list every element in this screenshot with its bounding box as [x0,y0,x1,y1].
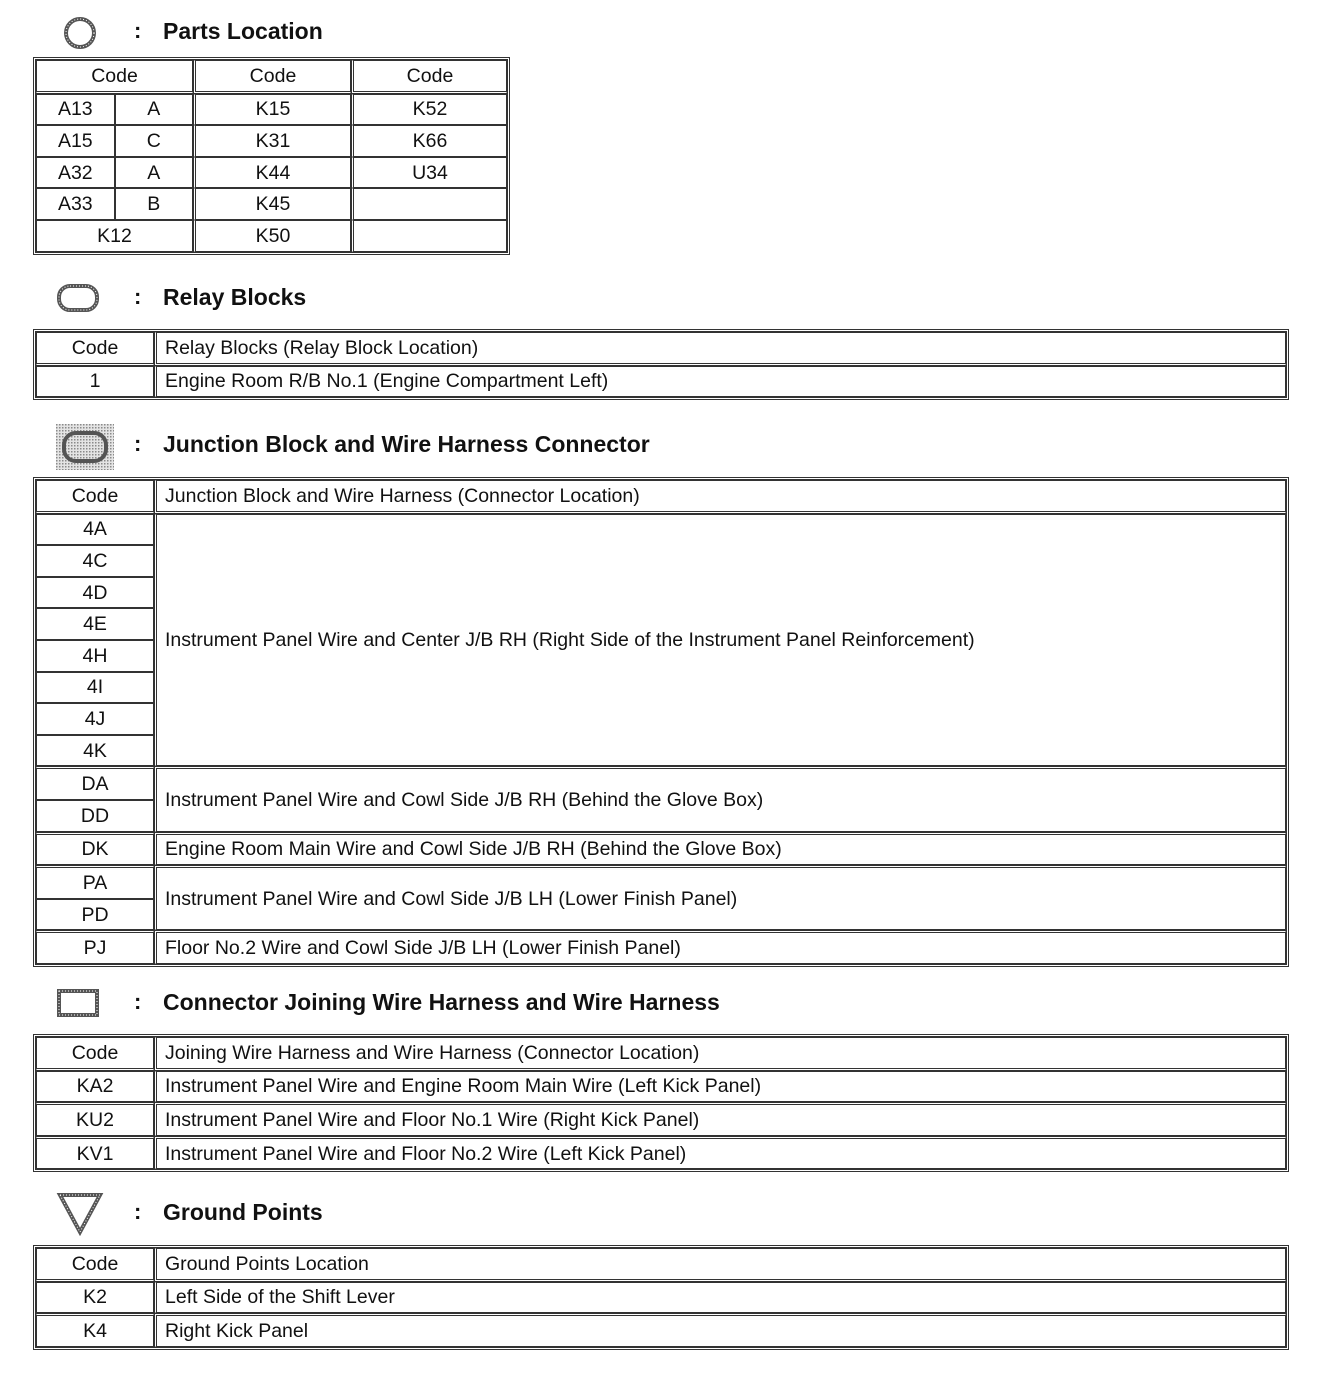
code-cell: 4H [36,640,154,672]
code-cell: B [115,188,193,220]
code-cell: K66 [351,125,507,157]
code-cell: K2 [36,1282,154,1314]
column-header-location: Ground Points Location [154,1248,1286,1282]
code-cell: DA [36,766,154,800]
code-cell: K50 [193,220,351,252]
code-cell: 4J [36,703,154,735]
code-cell: K52 [351,94,507,126]
location-cell: Instrument Panel Wire and Cowl Side J/B RH (Behind the Glove Box) [154,766,1286,831]
column-header: Code [351,60,507,94]
colon: : [134,431,142,456]
ground-points-header [0,1192,1328,1232]
table-row [36,94,507,126]
code-cell: DK [36,832,154,866]
table-row [36,188,507,220]
code-cell: KA2 [36,1071,154,1103]
code-cell: K15 [193,94,351,126]
connector-joining-table [33,1034,1289,1172]
ground-points-table [33,1245,1289,1350]
table-header-row [36,1248,1286,1282]
colon: : [134,284,142,309]
column-header: Code [36,60,193,94]
table-header-row [36,480,1286,514]
table-row [36,125,507,157]
parts-location-table [33,57,510,255]
rectangle-icon [56,988,100,1018]
table-row [36,366,1286,398]
code-cell: PD [36,899,154,931]
colon: : [134,18,142,43]
code-cell: PJ [36,930,154,964]
location-cell: Instrument Panel Wire and Floor No.1 Wire (Right Kick Panel) [154,1102,1286,1136]
code-cell: K31 [193,125,351,157]
location-cell: Engine Room Main Wire and Cowl Side J/B RH (Behind the Glove Box) [154,832,1286,866]
code-cell: DD [36,800,154,832]
table-row [36,1282,1286,1314]
code-cell: A33 [36,188,115,220]
junction-block-table [33,477,1289,967]
location-cell: Floor No.2 Wire and Cowl Side J/B LH (Lower Finish Panel) [154,930,1286,964]
code-cell: K12 [36,220,193,252]
code-cell: 4A [36,514,154,546]
location-cell: Instrument Panel Wire and Engine Room Main Wire (Left Kick Panel) [154,1071,1286,1103]
table-row [36,157,507,189]
table-row [36,930,1286,964]
column-header-code: Code [36,480,154,514]
code-cell: C [115,125,193,157]
code-cell: PA [36,865,154,899]
column-header-code: Code [36,1248,154,1282]
table-row [36,1313,1286,1347]
column-header: Code [193,60,351,94]
section-title: Connector Joining Wire Harness and Wire Harness [163,989,720,1015]
code-cell: A [115,157,193,189]
column-header-code: Code [36,1037,154,1071]
code-cell: KU2 [36,1102,154,1136]
location-cell: Instrument Panel Wire and Center J/B RH (Right Side of the Instrument Panel Reinforcement) [154,514,1286,767]
table-row [36,514,1286,546]
location-cell: Right Kick Panel [154,1313,1286,1347]
parts-location-header [0,11,1328,51]
junction-block-header [0,424,1328,464]
code-cell: K4 [36,1313,154,1347]
code-cell: KV1 [36,1136,154,1170]
location-cell: Engine Room R/B No.1 (Engine Compartment Left) [154,366,1286,398]
code-cell: U34 [351,157,507,189]
code-cell: A [115,94,193,126]
relay-blocks-table [33,329,1289,400]
code-cell: 4E [36,608,154,640]
column-header-location: Relay Blocks (Relay Block Location) [154,332,1286,366]
code-cell: 4D [36,577,154,609]
code-cell: A32 [36,157,115,189]
relay-blocks-header [0,277,1328,317]
column-header-code: Code [36,332,154,366]
location-cell: Instrument Panel Wire and Cowl Side J/B LH (Lower Finish Panel) [154,865,1286,930]
table-row [36,220,507,252]
code-cell: 4I [36,672,154,704]
code-cell: A13 [36,94,115,126]
code-cell: K44 [193,157,351,189]
code-cell: 4K [36,735,154,767]
colon: : [134,989,142,1014]
shaded-rounded-rect-icon [56,424,114,470]
column-header-location: Junction Block and Wire Harness (Connector Location) [154,480,1286,514]
section-title: Ground Points [163,1199,323,1225]
table-row [36,1071,1286,1103]
code-cell [351,220,507,252]
colon: : [134,1199,142,1224]
code-cell: 4C [36,545,154,577]
table-row [36,832,1286,866]
table-header-row [36,332,1286,366]
code-cell: 1 [36,366,154,398]
table-row [36,1102,1286,1136]
section-title: Relay Blocks [163,284,307,310]
table-header-row [36,60,507,94]
table-header-row [36,1037,1286,1071]
section-title: Parts Location [163,18,323,44]
table-row [36,865,1286,899]
location-cell: Instrument Panel Wire and Floor No.2 Wire (Left Kick Panel) [154,1136,1286,1170]
connector-joining-header [0,982,1328,1022]
location-cell: Left Side of the Shift Lever [154,1282,1286,1314]
code-cell [351,188,507,220]
down-triangle-icon [56,1192,104,1236]
code-cell: K45 [193,188,351,220]
column-header-location: Joining Wire Harness and Wire Harness (Connector Location) [154,1037,1286,1071]
table-row [36,1136,1286,1170]
section-title: Junction Block and Wire Harness Connector [163,431,650,457]
table-row [36,766,1286,800]
circle-icon [63,16,97,50]
code-cell: A15 [36,125,115,157]
rounded-rect-icon [56,283,100,313]
